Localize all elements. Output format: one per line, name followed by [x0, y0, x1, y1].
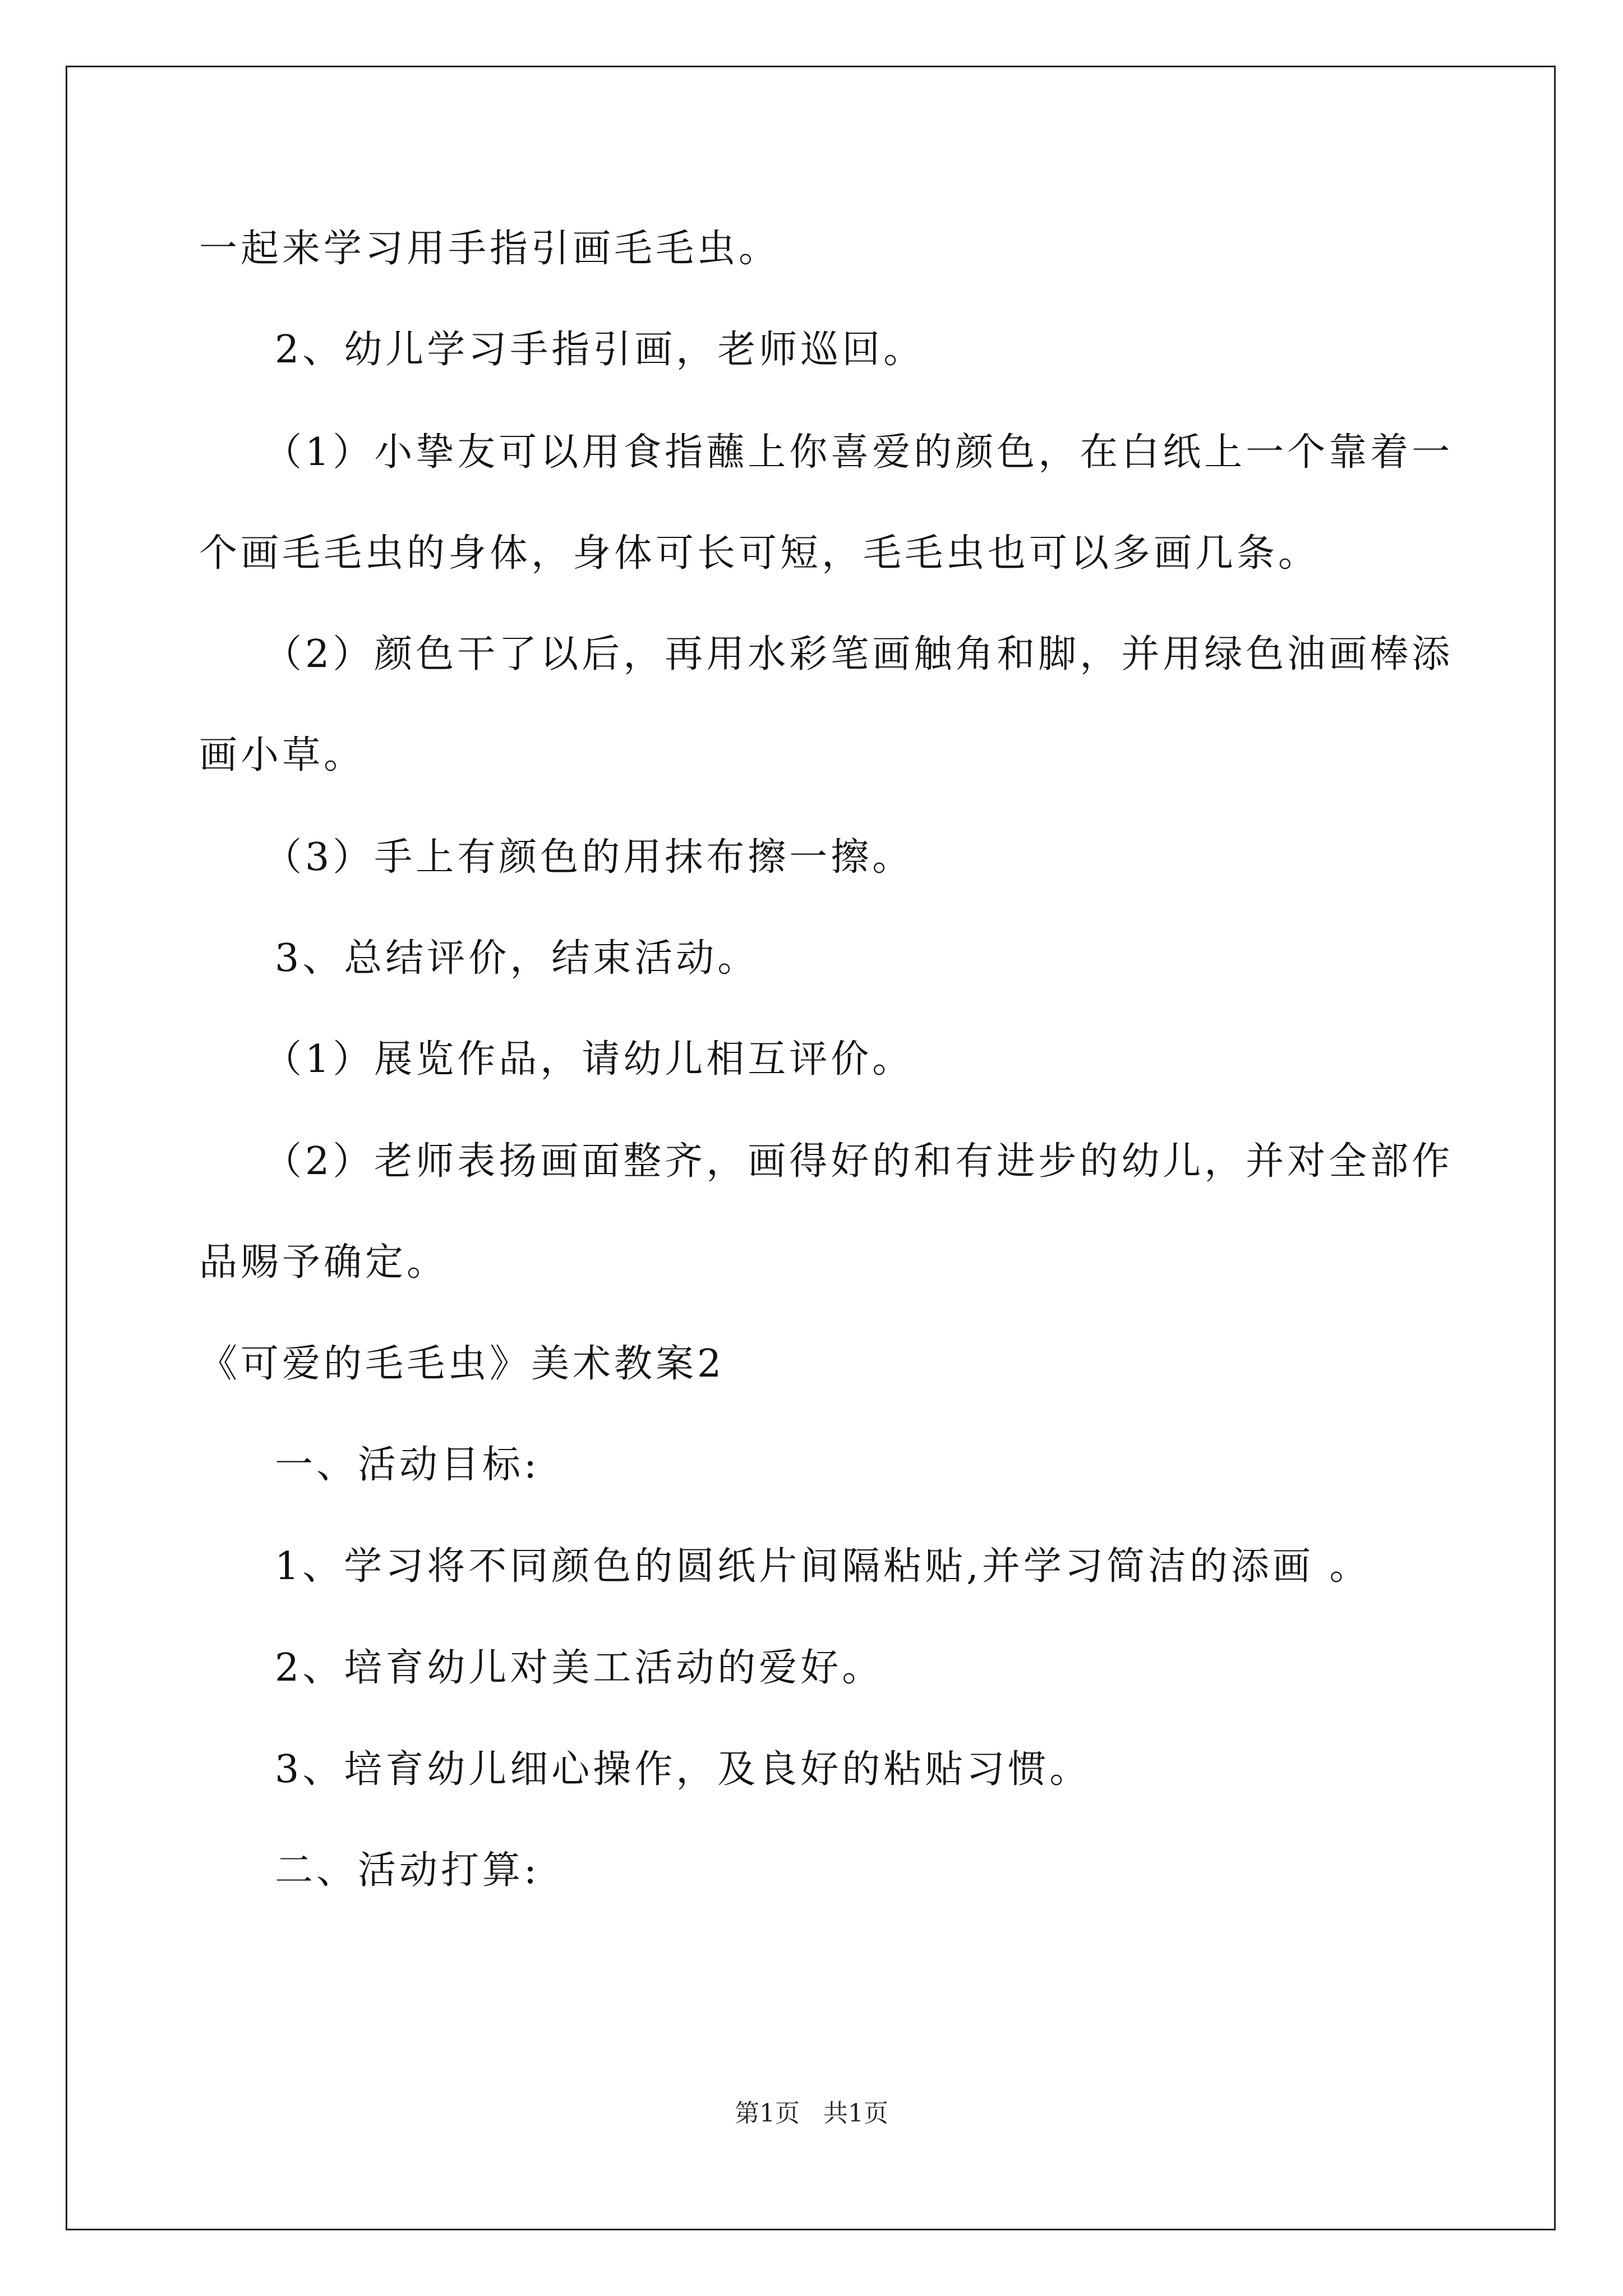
text-line: 1、学习将不同颜色的圆纸片间隔粘贴,并学习简洁的添画 。: [275, 1544, 1371, 1589]
section-heading: 《可爱的毛毛虫》美术教案2: [199, 1342, 725, 1386]
text-line: 2、幼儿学习手指引画，老师巡回。: [275, 328, 925, 372]
page-number: 第1页: [735, 2099, 800, 2128]
text-line: 3、总结评价，结束活动。: [275, 936, 759, 981]
text-line: 画小草。: [199, 733, 366, 777]
text-line: （3）手上有颜色的用抹布擦一擦。: [264, 835, 914, 880]
text-line: 3、培育幼儿细心操作，及良好的粘贴习惯。: [275, 1747, 1091, 1792]
text-line: 品赐予确定。: [199, 1240, 449, 1285]
text-line: （1）展览作品，请幼儿相互评价。: [264, 1037, 914, 1082]
page-footer: [0, 2101, 1623, 2126]
text-line: 一起来学习用手指引画毛毛虫。: [199, 227, 781, 271]
text-line: （1）小挚友可以用食指蘸上你喜爱的颜色，在白纸上一个靠着一: [264, 430, 1454, 475]
text-line: 2、培育幼儿对美工活动的爱好。: [275, 1646, 884, 1690]
page-total: 共1页: [823, 2099, 888, 2128]
text-line: 一、活动目标:: [275, 1443, 540, 1487]
text-line: 个画毛毛虫的身体，身体可长可短，毛毛虫也可以多画几条。: [199, 531, 1320, 576]
text-line: （2）颜色干了以后，再用水彩笔画触角和脚，并用绿色油画棒添: [264, 632, 1454, 677]
text-line: 二、活动打算:: [275, 1848, 540, 1893]
text-line: （2）老师表扬画面整齐，画得好的和有进步的幼儿，并对全部作: [264, 1139, 1454, 1184]
